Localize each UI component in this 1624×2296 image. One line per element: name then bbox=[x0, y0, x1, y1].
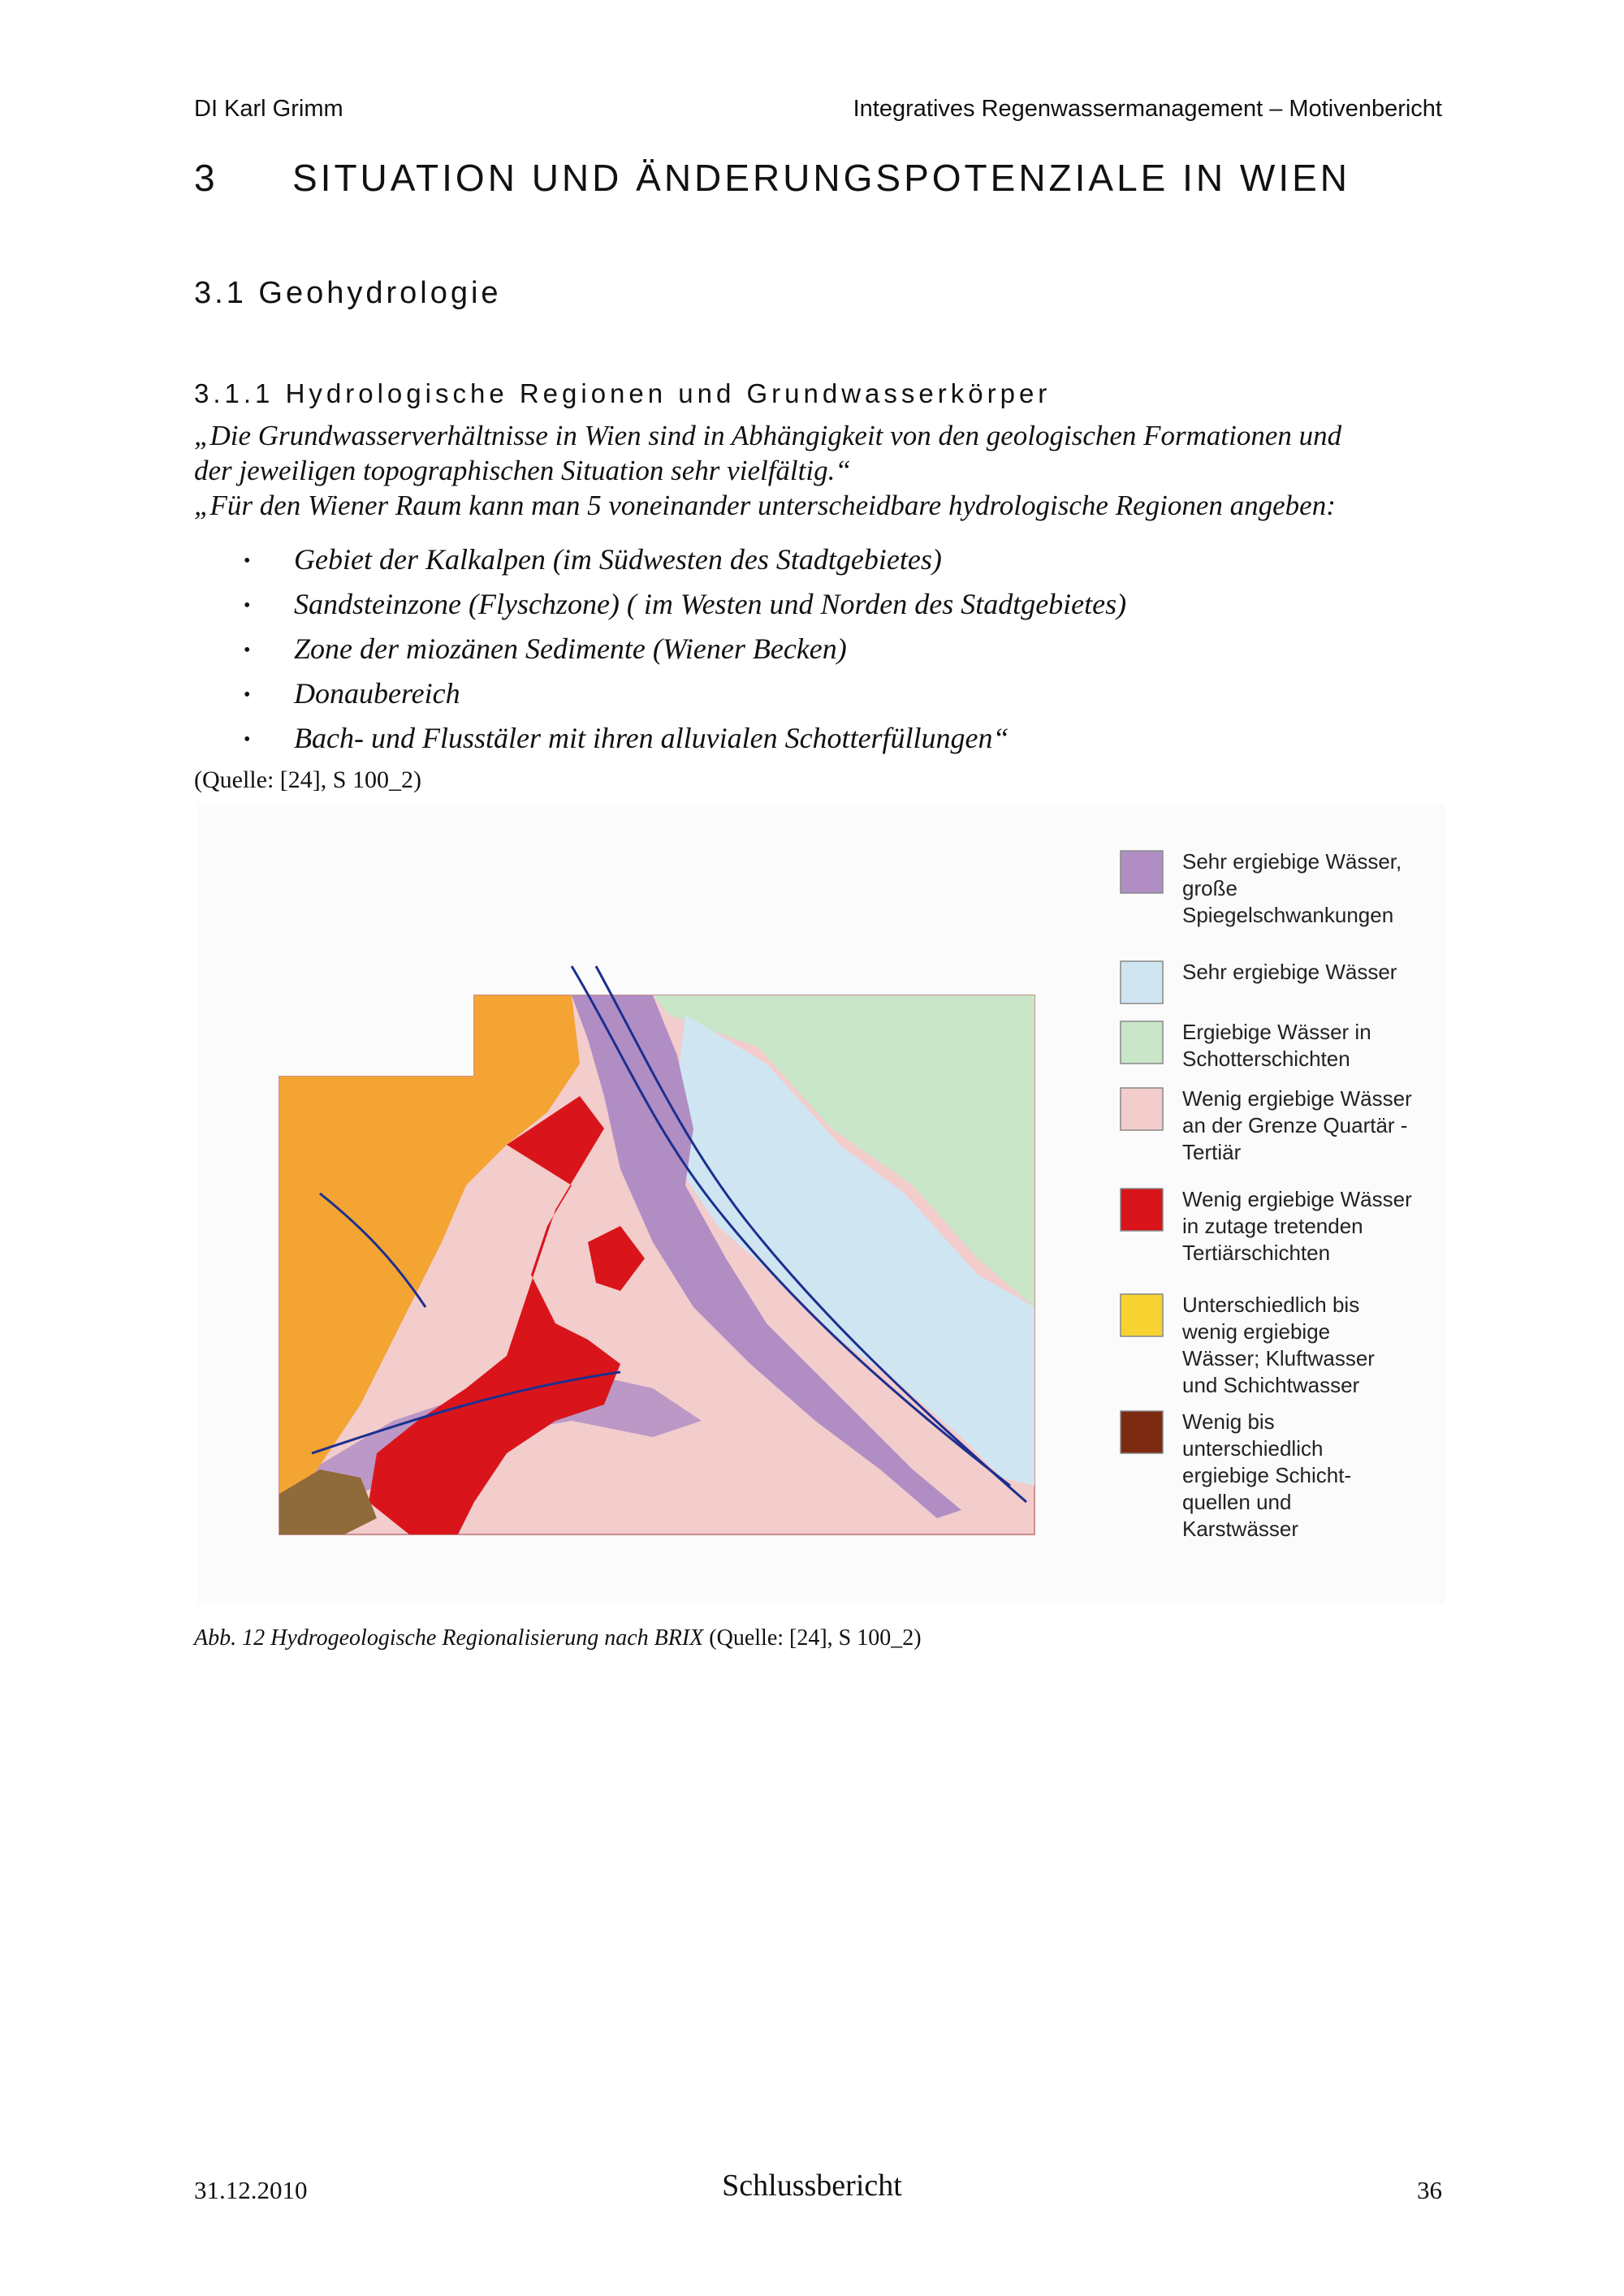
legend-label: Wenig ergiebige Wässer bbox=[1182, 1187, 1412, 1211]
bullet-dot: • bbox=[244, 550, 251, 572]
caption-source: (Quelle: [24], S 100_2) bbox=[703, 1625, 922, 1651]
legend-label: wenig ergiebige bbox=[1182, 1319, 1331, 1344]
legend-label: Sehr ergiebige Wässer bbox=[1182, 960, 1397, 984]
legend-label: quellen und bbox=[1182, 1490, 1292, 1514]
header-author: DI Karl Grimm bbox=[194, 96, 343, 122]
legend-swatch bbox=[1121, 1021, 1163, 1064]
legend-label: Karstwässer bbox=[1182, 1517, 1299, 1541]
legend-swatch bbox=[1121, 1294, 1163, 1336]
section-title: 3.1 Geohydrologie bbox=[194, 276, 502, 310]
legend-label: und Schichtwasser bbox=[1182, 1373, 1360, 1397]
footer-title: Schlussbericht bbox=[722, 2169, 902, 2203]
header-report-title: Integratives Regenwassermanagement – Motivenbericht bbox=[853, 96, 1442, 122]
bullet-item-donaubereich: Donaubereich bbox=[294, 677, 460, 710]
quote-line-3: „Für den Wiener Raum kann man 5 voneinander unterscheidbare hydrologische Regionen angeben: bbox=[194, 490, 1336, 521]
source-note: (Quelle: [24], S 100_2) bbox=[194, 766, 421, 793]
bullet-item-flusstaeler: Bach- und Flusstäler mit ihren alluvialen Schotterfüllungen“ bbox=[294, 722, 1009, 754]
legend-label: Ergiebige Wässer in bbox=[1182, 1020, 1371, 1044]
legend-label: Spiegelschwankungen bbox=[1182, 903, 1394, 927]
chapter-title: SITUATION UND ÄNDERUNGSPOTENZIALE IN WIEN bbox=[292, 157, 1351, 199]
legend-label: Tertiär bbox=[1182, 1140, 1242, 1164]
legend-label: unterschiedlich bbox=[1182, 1436, 1324, 1461]
bullet-item-flyschzone: Sandsteinzone (Flyschzone) ( im Westen und Norden des Stadtgebietes) bbox=[294, 588, 1127, 620]
quote-line-2: der jeweiligen topographischen Situation sehr vielfältig.“ bbox=[194, 455, 851, 486]
figure-caption bbox=[194, 1625, 922, 1651]
legend-swatch bbox=[1121, 1189, 1163, 1231]
subsection-title: 3.1.1 Hydrologische Regionen und Grundwasserkörper bbox=[194, 378, 1052, 408]
legend-swatch bbox=[1121, 1411, 1163, 1453]
legend-label: Wenig ergiebige Wässer bbox=[1182, 1086, 1412, 1111]
bullet-dot: • bbox=[244, 595, 251, 616]
legend-label: ergiebige Schicht- bbox=[1182, 1463, 1352, 1487]
bullet-item-sedimente: Zone der miozänen Sedimente (Wiener Becken) bbox=[294, 632, 847, 665]
legend-label: an der Grenze Quartär - bbox=[1182, 1113, 1408, 1137]
bullet-item-kalkalpen: Gebiet der Kalkalpen (im Südwesten des Stadtgebietes) bbox=[294, 543, 942, 576]
legend-swatch bbox=[1121, 1088, 1163, 1130]
hydrogeology-map-figure bbox=[198, 804, 1445, 1604]
legend-label: Tertiärschichten bbox=[1182, 1241, 1331, 1265]
legend-label: Wenig bis bbox=[1182, 1409, 1275, 1434]
bullet-dot: • bbox=[244, 684, 251, 706]
quote-line-1: „Die Grundwasserverhältnisse in Wien sind in Abhängigkeit von den geologischen Formationen und bbox=[194, 420, 1342, 451]
legend-label: Wässer; Kluftwasser bbox=[1182, 1346, 1375, 1370]
footer-page-number: 36 bbox=[1417, 2176, 1442, 2204]
legend-label: Unterschiedlich bis bbox=[1182, 1293, 1360, 1317]
bullet-dot: • bbox=[244, 640, 251, 661]
hydrogeology-map bbox=[198, 804, 1445, 1604]
legend-swatch bbox=[1121, 961, 1163, 1003]
footer-date: 31.12.2010 bbox=[194, 2176, 308, 2204]
legend-label: große bbox=[1182, 876, 1237, 900]
legend-label: Sehr ergiebige Wässer, bbox=[1182, 849, 1402, 874]
legend-swatch bbox=[1121, 851, 1163, 893]
chapter-number: 3 bbox=[194, 157, 218, 199]
caption-title: Abb. 12 Hydrogeologische Regionalisierung nach BRIX bbox=[194, 1625, 704, 1651]
legend-label: Schotterschichten bbox=[1182, 1047, 1350, 1071]
bullet-dot: • bbox=[244, 729, 251, 750]
legend-label: in zutage tretenden bbox=[1182, 1214, 1363, 1238]
